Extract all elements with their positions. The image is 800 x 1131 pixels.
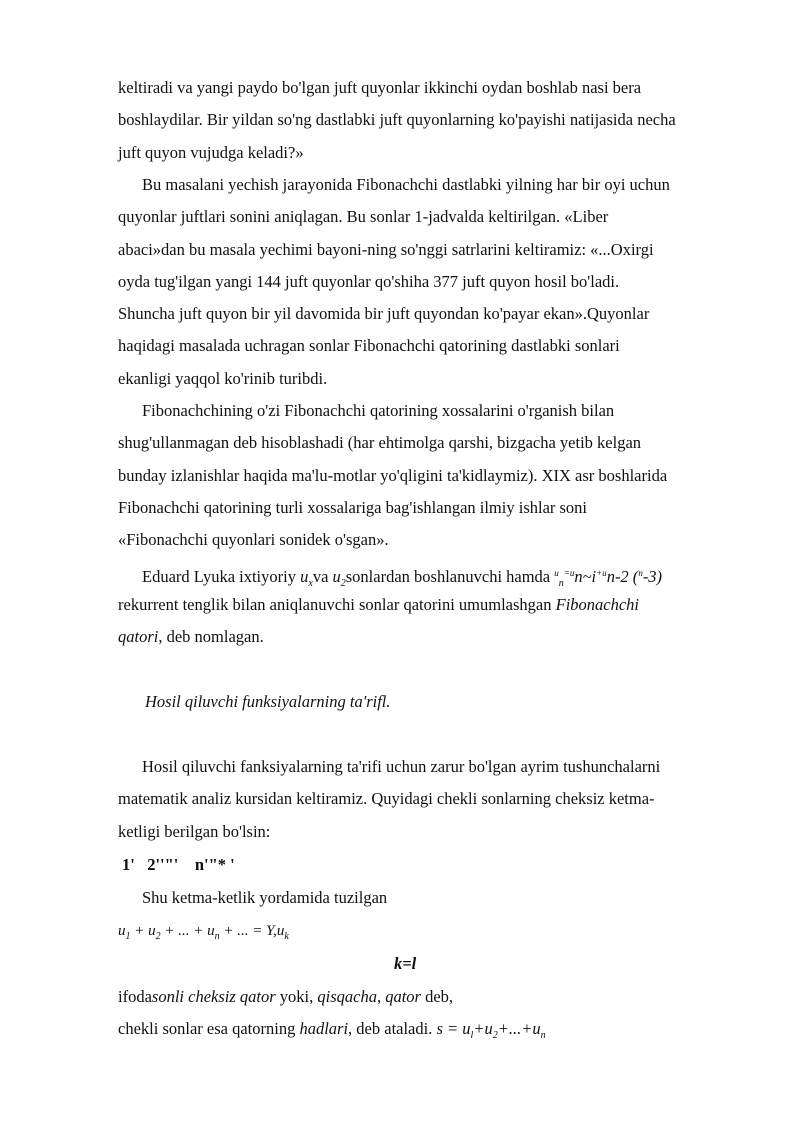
var-u1-sub: x <box>308 578 313 589</box>
lucas-formula-line <box>142 563 662 594</box>
formula-part: n <box>214 931 220 942</box>
formula-part: 1 <box>125 931 131 942</box>
italic-term: sonli cheksiz qator <box>151 987 276 1006</box>
formula-part: n-2 ( <box>606 567 639 586</box>
text-line: «Fibonachchi quyonlari sonidek o'sgan». <box>118 530 389 549</box>
sequence-line: 1' 2''"' n'"* ' <box>122 855 235 874</box>
formula-part: 2 <box>492 1030 498 1041</box>
formula-part: u <box>554 568 559 578</box>
formula-part: 2 <box>155 931 161 942</box>
formula-part: l <box>470 1030 474 1041</box>
var-u1: u <box>300 567 309 586</box>
text-span: yoki, <box>275 987 318 1006</box>
text-line: oyda tug'ilgan yangi 144 juft quyonlar qo'shiha 377 juft quyon hosil bo'ladi. <box>118 272 620 291</box>
formula-part: + ... = Y,u <box>219 923 285 939</box>
formula-part: -3) <box>642 567 663 586</box>
text-line: Bu masalani yechish jarayonida Fibonachchi dastlabki yilning har bir oyi uchun <box>142 175 670 194</box>
text-line: bunday izlanishlar haqida ma'lu-motlar yo'qligini ta'kidlaymiz). XIX asr boshlarida <box>118 466 668 485</box>
text-line: Shu ketma-ketlik yordamida tuzilgan <box>142 888 388 907</box>
formula-part: n <box>540 1030 546 1041</box>
text-span: rekurrent tenglik bilan aniqlanuvchi sonlar qatorini umumlashgan <box>118 595 556 614</box>
text-span: chekli sonlar esa qatorning <box>118 1019 300 1038</box>
series-formula <box>118 921 289 947</box>
text-span: Eduard Lyuka ixtiyoriy <box>142 567 301 586</box>
formula-part: +...+u <box>497 1019 541 1038</box>
formula-part: s = u <box>436 1019 471 1038</box>
sum-index: k=l <box>394 954 417 973</box>
text-line: Shuncha juft quyon bir yil davomida bir juft quyondan ko'payar ekan».Quyonlar <box>118 304 650 323</box>
text-line: haqidagi masalada uchragan sonlar Fibonachchi qatorining dastlabki sonlari <box>118 336 620 355</box>
text-line <box>118 595 639 615</box>
formula-part: +u <box>596 568 607 578</box>
text-span: sonlardan boshlanuvchi hamda <box>345 567 555 586</box>
text-line: Fibonachchi qatorining turli xossalariga bag'ishlangan ilmiy ishlar soni <box>118 498 588 517</box>
italic-term: qatori <box>118 627 159 646</box>
text-line <box>118 987 453 1007</box>
text-span: deb, <box>420 987 454 1006</box>
text-line: Fibonachchining o'zi Fibonachchi qatorining xossalarini o'rganish bilan <box>142 401 615 420</box>
italic-term: qisqacha, qator <box>317 987 421 1006</box>
var-u2-sub: 2 <box>340 578 346 589</box>
section-heading: Hosil qiluvchi funksiyalarning ta'rifl. <box>145 692 391 711</box>
text-span: ifoda <box>118 987 152 1006</box>
formula-part: + u <box>130 923 156 939</box>
text-line: boshlaydilar. Bir yildan so'ng dastlabki juft quyonlarning ko'payishi natijasida necha <box>118 110 676 129</box>
formula-part: n <box>638 568 643 578</box>
formula-part: + ... + u <box>160 923 215 939</box>
text-line: quyonlar juftlari sonini aniqlagan. Bu sonlar 1-jadvalda keltirilgan. «Liber <box>118 207 609 226</box>
text-line: juft quyon vujudga keladi?» <box>118 143 304 162</box>
text-line: abaci»dan bu masala yechimi bayoni-ning so'nggi satrlarini keltiramiz: «...Oxirgi <box>118 240 654 259</box>
text-line: keltiradi va yangi paydo bo'lgan juft quyonlar ikkinchi oydan boshlab nasi bera <box>118 78 642 97</box>
italic-term: Fibonachchi <box>555 595 640 614</box>
text-line: ketligi berilgan bo'lsin: <box>118 822 271 841</box>
text-line: shug'ullanmagan deb hisoblashadi (har ehtimolga qarshi, bizgacha yetib kelgan <box>118 433 642 452</box>
text-line: ekanligi yaqqol ko'rinib turibdi. <box>118 369 328 388</box>
text-line <box>118 627 264 647</box>
text-line: Hosil qiluvchi fanksiyalarning ta'rifi uchun zarur bo'lgan ayrim tushunchalarni <box>142 757 661 776</box>
italic-term: hadlari <box>299 1019 349 1038</box>
formula-part: n~i <box>574 567 597 586</box>
text-line <box>118 1019 546 1046</box>
formula-part: +u <box>473 1019 493 1038</box>
text-span: , deb nomlagan. <box>158 627 264 646</box>
text-line: matematik analiz kursidan keltiramiz. Quyidagi chekli sonlarning cheksiz ketma- <box>118 789 655 808</box>
formula-part: u <box>118 923 126 939</box>
formula-part: n <box>558 578 564 589</box>
text-span: , deb ataladi. <box>348 1019 437 1038</box>
var-u2: u <box>332 567 341 586</box>
formula-part: k <box>284 931 289 942</box>
formula-part: =u <box>563 568 575 578</box>
text-span: va <box>312 567 333 586</box>
